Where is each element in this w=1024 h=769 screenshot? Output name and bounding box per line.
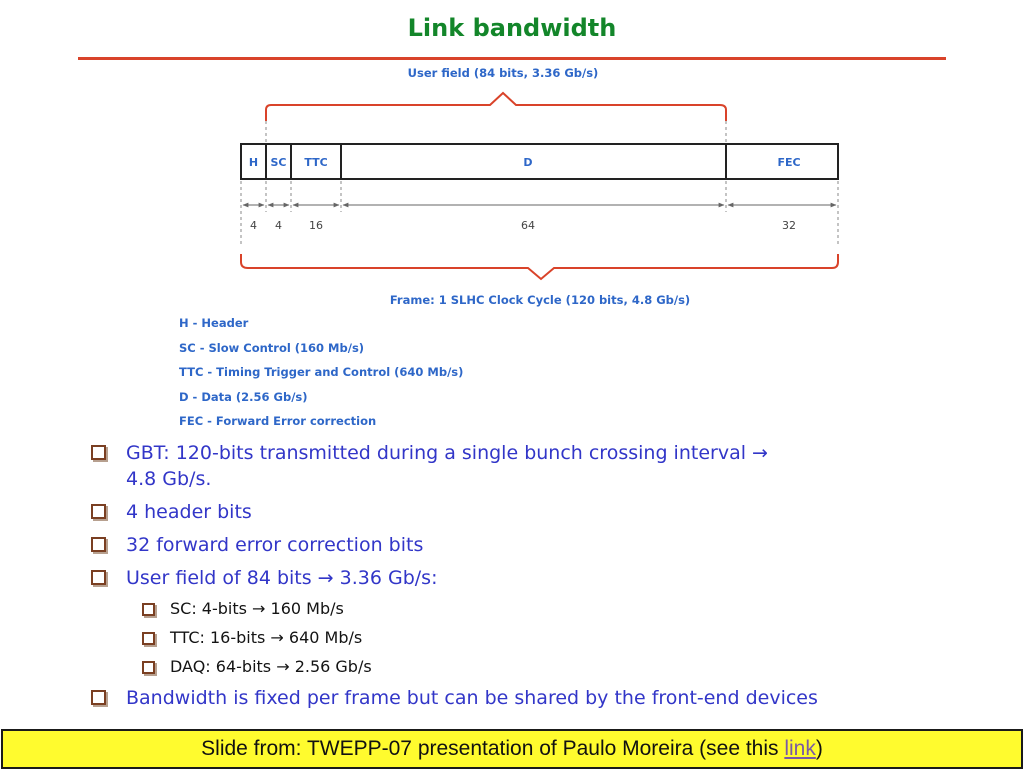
bullet-text: 32 forward error correction bits	[126, 534, 424, 556]
sub-bullet-text: DAQ: 64-bits → 2.56 Gb/s	[170, 657, 372, 676]
sub-bullet-text: TTC: 16-bits → 640 Mb/s	[170, 628, 363, 647]
bullet-item	[86, 565, 966, 591]
sub-bullet-item	[86, 627, 966, 649]
field-bits-h: 4	[250, 219, 257, 232]
legend-item: SC - Slow Control (160 Mb/s)	[179, 340, 365, 355]
checkbox-bullet-icon	[142, 603, 155, 616]
frame-brace	[241, 254, 838, 279]
checkbox-bullet-icon	[142, 632, 155, 645]
user-field-label: User field (84 bits, 3.36 Gb/s)	[407, 66, 599, 80]
bullet-item	[86, 499, 966, 525]
checkbox-bullet-icon	[91, 504, 106, 519]
page-title: Link bandwidth	[407, 14, 617, 42]
field-bits-d: 64	[521, 219, 535, 232]
bullet-text: 4 header bits	[126, 501, 252, 523]
sub-bullet-text: SC: 4-bits → 160 Mb/s	[170, 599, 344, 618]
bullet-text: Bandwidth is fixed per frame but can be shared by the front-end devices	[126, 687, 818, 709]
bullet-text: User field of 84 bits → 3.36 Gb/s:	[126, 567, 438, 589]
sub-bullet-item	[86, 598, 966, 620]
checkbox-bullet-icon	[91, 445, 106, 460]
field-name-d: D	[523, 156, 533, 169]
checkbox-bullet-icon	[91, 537, 106, 552]
frame-label: Frame: 1 SLHC Clock Cycle (120 bits, 4.8 Gb/s)	[389, 293, 691, 307]
legend-item: D - Data (2.56 Gb/s)	[179, 389, 308, 404]
checkbox-bullet-icon	[91, 570, 106, 585]
bullet-item	[86, 685, 966, 711]
source-footer	[1, 729, 1023, 769]
checkbox-bullet-icon	[91, 690, 106, 705]
field-name-fec: FEC	[777, 156, 801, 169]
field-bits-sc: 4	[275, 219, 282, 232]
field-bits-ttc: 16	[309, 219, 323, 232]
checkbox-bullet-icon	[142, 661, 155, 674]
bullet-item	[86, 532, 966, 558]
footer-text-end: )	[815, 737, 823, 760]
legend-item: H - Header	[179, 316, 249, 330]
field-name-sc: SC	[270, 156, 287, 169]
legend-item: FEC - Forward Error correction	[179, 414, 377, 428]
field-name-ttc: TTC	[304, 156, 328, 169]
bullet-list	[86, 440, 966, 718]
bullet-text: GBT: 120-bits transmitted during a single bunch crossing interval →	[126, 442, 768, 464]
field-name-h: H	[248, 156, 259, 169]
bullet-text: 4.8 Gb/s.	[126, 468, 212, 490]
footer-link[interactable]: link	[784, 737, 816, 760]
field-bits-fec: 32	[782, 219, 796, 232]
field-legend	[179, 314, 463, 437]
footer-text: Slide from: TWEPP-07 presentation of Paulo Moreira (see this	[201, 737, 785, 760]
sub-bullet-item	[86, 656, 966, 678]
legend-item: TTC - Timing Trigger and Control (640 Mb/s)	[179, 365, 464, 379]
bullet-item	[86, 440, 966, 492]
field-box-d	[341, 144, 726, 179]
user-field-brace	[266, 93, 726, 121]
